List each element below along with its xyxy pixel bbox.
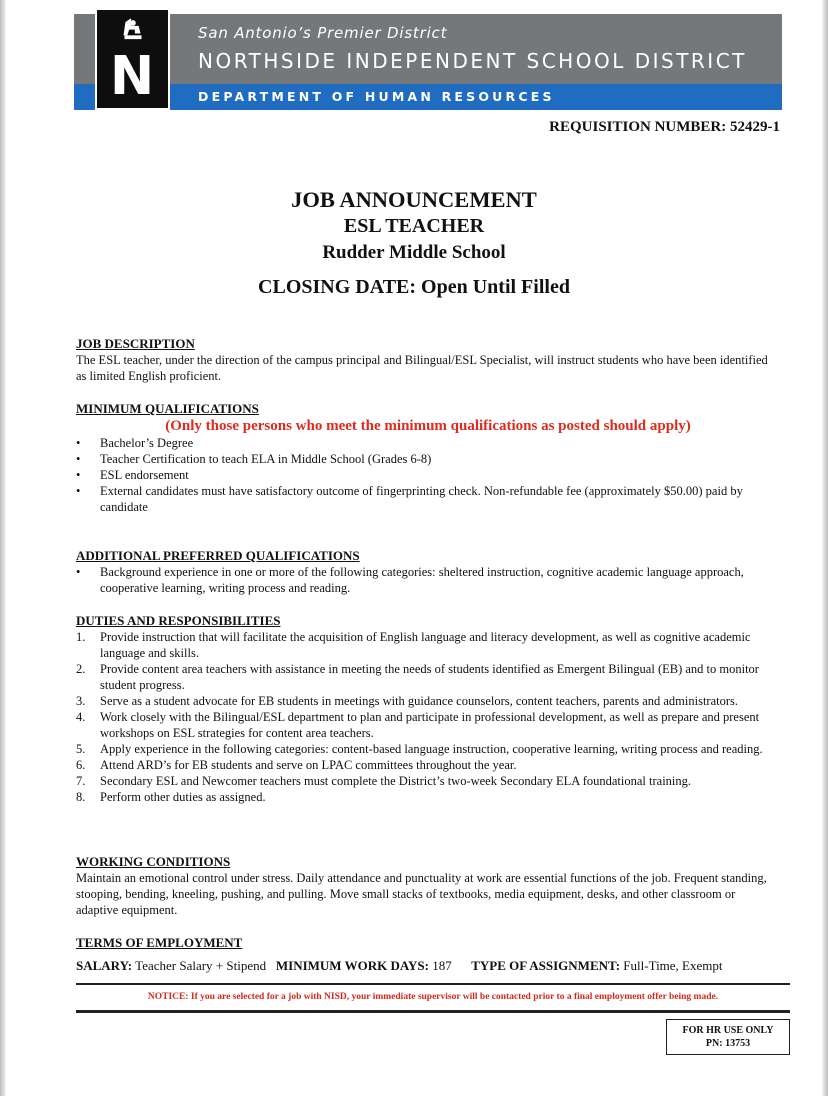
list-item: 4. Work closely with the Bilingual/ESL department to plan and participate in professional development, as well as prepare and present workshops on ESL strategies for content area teachers. <box>76 710 760 740</box>
hr-use-label: FOR HR USE ONLY <box>682 1025 774 1036</box>
position-number: PN: 13753 <box>705 1038 751 1049</box>
district-logo <box>95 8 170 110</box>
district-name: NORTHSIDE INDEPENDENT SCHOOL DISTRICT <box>198 49 747 73</box>
duties-list <box>76 629 780 805</box>
job-description-heading: JOB DESCRIPTION <box>76 336 195 351</box>
salary-label: SALARY: <box>76 958 133 973</box>
list-item: 6. Attend ARD’s for EB students and serve on LPAC committees throughout the year. <box>76 758 517 772</box>
working-conditions-text: Maintain an emotional control under stress. Daily attendance and punctuality at work are essential functions of the job. Frequent standing, stooping, bending, kneeling, pushing, and pulling. Move small stacks of textbooks, media equipment, desks, and other classroom or adaptive equipment. <box>76 871 767 917</box>
school-name: Rudder Middle School <box>322 242 506 263</box>
working-conditions-heading: WORKING CONDITIONS <box>76 854 231 869</box>
page-edge-right <box>822 0 828 1096</box>
additional-qual-heading: ADDITIONAL PREFERRED QUALIFICATIONS <box>76 548 360 563</box>
list-item: • Teacher Certification to teach ELA in Middle School (Grades 6-8) <box>76 451 780 467</box>
work-days-value: 187 <box>432 958 452 973</box>
additional-qualifications-section <box>76 548 780 596</box>
page-edge-left <box>0 0 6 1096</box>
working-conditions-section <box>76 854 780 918</box>
list-item: 8. Perform other duties as assigned. <box>76 790 266 804</box>
list-item: 5. Apply experience in the following categories: content-based language instruction, cooperative learning, writing process and reading. <box>76 742 763 756</box>
torch-bearer-logo-icon <box>97 10 168 108</box>
assignment-type-value: Full-Time, Exempt <box>623 958 723 973</box>
divider-top <box>76 983 790 986</box>
salary-value: Teacher Salary + Stipend <box>135 958 267 973</box>
divider-bottom <box>76 1010 790 1014</box>
terms-line <box>76 958 723 974</box>
additional-qual-list <box>76 564 780 596</box>
list-item: • ESL endorsement <box>76 467 780 483</box>
assignment-type-label: TYPE OF ASSIGNMENT: <box>471 958 621 973</box>
list-item: • Background experience in one or more of the following categories: sheltered instruction, cognitive academic language approach, cooperative learning, writing process and reading. <box>76 564 780 596</box>
work-days-label: MINIMUM WORK DAYS: <box>275 958 429 973</box>
job-title: ESL TEACHER <box>343 215 485 237</box>
hr-use-box <box>666 1019 790 1055</box>
list-item: 7. Secondary ESL and Newcomer teachers must complete the District’s two-week Secondary ELA foundational training. <box>76 774 692 788</box>
terms-heading: TERMS OF EMPLOYMENT <box>76 935 243 950</box>
closing-date: CLOSING DATE: Open Until Filled <box>258 276 570 298</box>
requisition-number: REQUISITION NUMBER: 52429-1 <box>549 119 780 135</box>
department-name: DEPARTMENT OF HUMAN RESOURCES <box>198 89 555 104</box>
list-item: • External candidates must have satisfactory outcome of fingerprinting check. Non-refundable fee (approximately $50.00) paid by candidate <box>76 483 780 515</box>
min-qual-heading: MINIMUM QUALIFICATIONS <box>76 401 259 416</box>
list-item: 1. Provide instruction that will facilitate the acquisition of English language and literacy development, as well as cognitive academic language and skills. <box>76 630 751 660</box>
min-qual-list <box>76 435 780 515</box>
list-item: 3. Serve as a student advocate for EB students in meetings with guidance counselors, content teachers, parents and administrators. <box>76 694 739 708</box>
title-block <box>0 186 828 302</box>
list-item: • Bachelor’s Degree <box>76 435 780 451</box>
duties-section <box>76 613 780 805</box>
logo-letter: N <box>109 45 155 108</box>
announcement-title: JOB ANNOUNCEMENT <box>291 187 537 212</box>
district-tagline: San Antonio’s Premier District <box>198 24 448 42</box>
list-item: 2. Provide content area teachers with assistance in meeting the needs of students identified as Emergent Bilingual (EB) and to monitor student progress. <box>76 662 759 692</box>
job-description-section <box>76 336 780 384</box>
job-description-text: The ESL teacher, under the direction of the campus principal and Bilingual/ESL Specialist, will instruct students who have been identified as limited English proficient. <box>76 353 768 383</box>
min-qual-note: (Only those persons who meet the minimum qualifications as posted should apply) <box>165 418 691 434</box>
notice-text: NOTICE: If you are selected for a job with NISD, your immediate supervisor will be contacted prior to a final employment offer being made. <box>147 992 719 1002</box>
minimum-qualifications-section <box>76 401 780 515</box>
terms-section <box>76 935 780 951</box>
duties-heading: DUTIES AND RESPONSIBILITIES <box>76 613 281 628</box>
